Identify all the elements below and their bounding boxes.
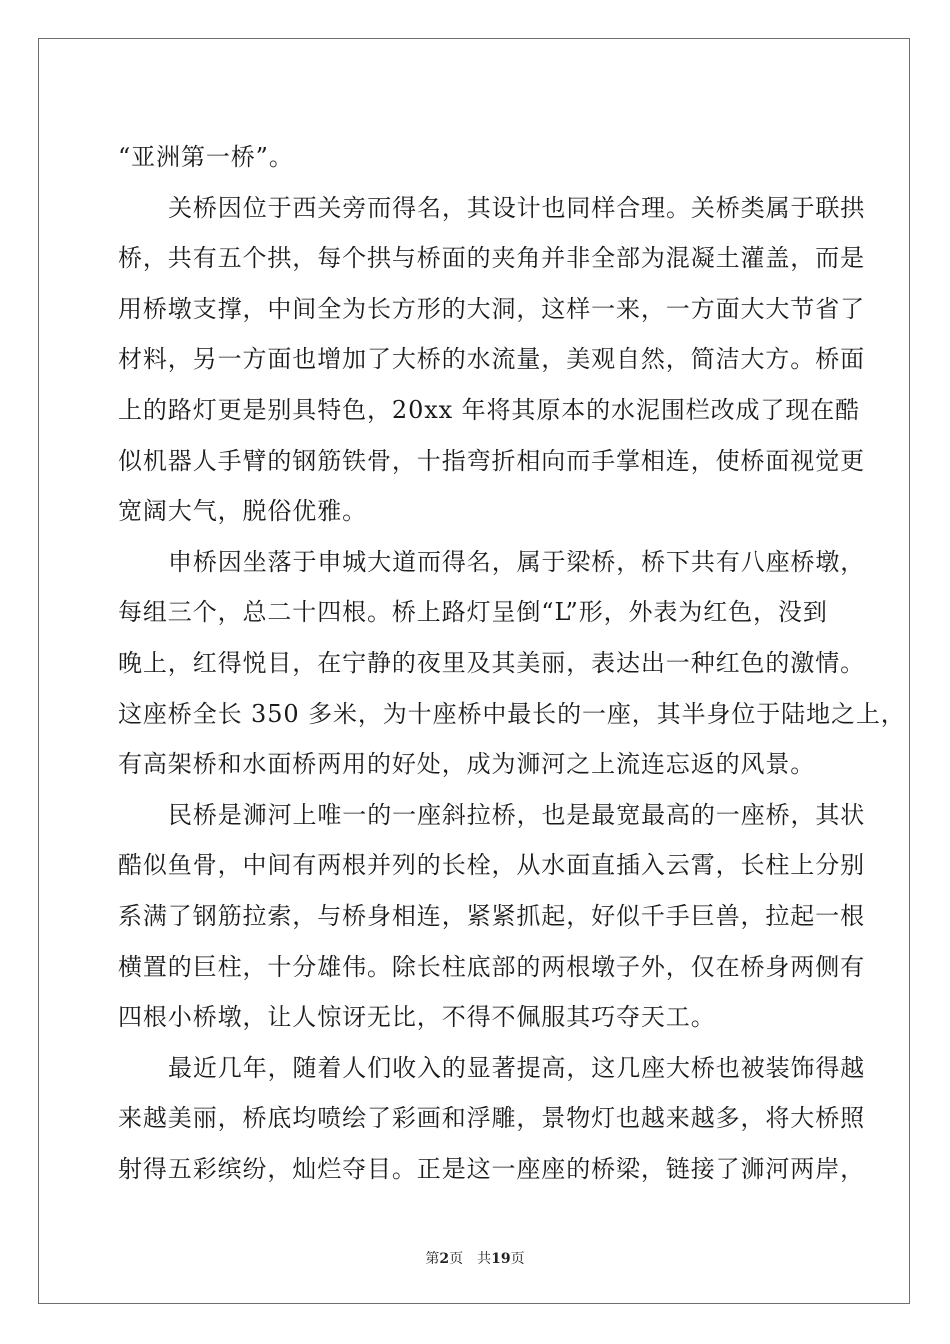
- total-prefix: 共: [477, 1251, 492, 1267]
- text-line: 晚上，红得悦目，在宁静的夜里及其美丽，表达出一种红色的激情。: [118, 648, 865, 677]
- page-number: 2: [439, 1251, 450, 1267]
- text-line: 桥，共有五个拱，每个拱与桥面的夹角并非全部为混凝土灌盖，而是: [118, 244, 865, 273]
- text-line: 四根小桥墩，让人惊讶无比，不得不佩服其巧夺天工。: [118, 1003, 716, 1032]
- page-footer: [0, 1248, 950, 1268]
- text-line: 这座桥全长 350 多米，为十座桥中最长的一座，其半身位于陆地之上，: [118, 699, 906, 728]
- text-line: 系满了钢筋拉索，与桥身相连，紧紧抓起，好似千手巨兽，拉起一根: [118, 901, 865, 930]
- text-line: 上的路灯更是别具特色，20xx 年将其原本的水泥围栏改成了现在酷: [118, 395, 861, 424]
- text-line: “亚洲第一桥”。: [118, 143, 294, 171]
- paragraph-first-line: 民桥是浉河上唯一的一座斜拉桥，也是最宽最高的一座桥，其状: [168, 800, 866, 829]
- text-line: 用桥墩支撑，中间全为长方形的大洞，这样一来，一方面大大节省了: [118, 294, 865, 323]
- text-line: 有高架桥和水面桥两用的好处，成为浉河之上流连忘返的风景。: [118, 750, 816, 779]
- paragraph-first-line: 申桥因坐落于申城大道而得名，属于梁桥，桥下共有八座桥墩，: [168, 547, 866, 576]
- text-line: 横置的巨柱，十分雄伟。除长柱底部的两根墩子外，仅在桥身两侧有: [118, 952, 865, 981]
- paragraph-first-line: 最近几年，随着人们收入的显著提高，这几座大桥也被装饰得越: [168, 1053, 866, 1082]
- text-line: 宽阔大气，脱俗优雅。: [118, 497, 367, 526]
- text-line: 材料，另一方面也增加了大桥的水流量，美观自然，简洁大方。桥面: [118, 345, 865, 374]
- text-line: 似机器人手臂的钢筋铁骨，十指弯折相向而手掌相连，使桥面视觉更: [118, 446, 865, 475]
- page-suffix: 页: [449, 1251, 464, 1267]
- document-body: [118, 132, 906, 1194]
- text-line: 酷似鱼骨，中间有两根并列的长栓，从水面直插入云霄，长柱上分别: [118, 851, 865, 880]
- text-line: 来越美丽，桥底均喷绘了彩画和浮雕，景物灯也越来越多，将大桥照: [118, 1104, 865, 1133]
- text-line: 射得五彩缤纷，灿烂夺目。正是这一座座的桥梁，链接了浉河两岸，: [118, 1154, 865, 1183]
- total-pages: 19: [491, 1251, 511, 1267]
- text-line: 每组三个，总二十四根。桥上路灯呈倒“L”形，外表为红色，没到: [118, 598, 828, 627]
- page-prefix: 第: [425, 1251, 440, 1267]
- paragraph-first-line: 关桥因位于西关旁而得名，其设计也同样合理。关桥类属于联拱: [168, 193, 866, 222]
- total-suffix: 页: [510, 1251, 525, 1267]
